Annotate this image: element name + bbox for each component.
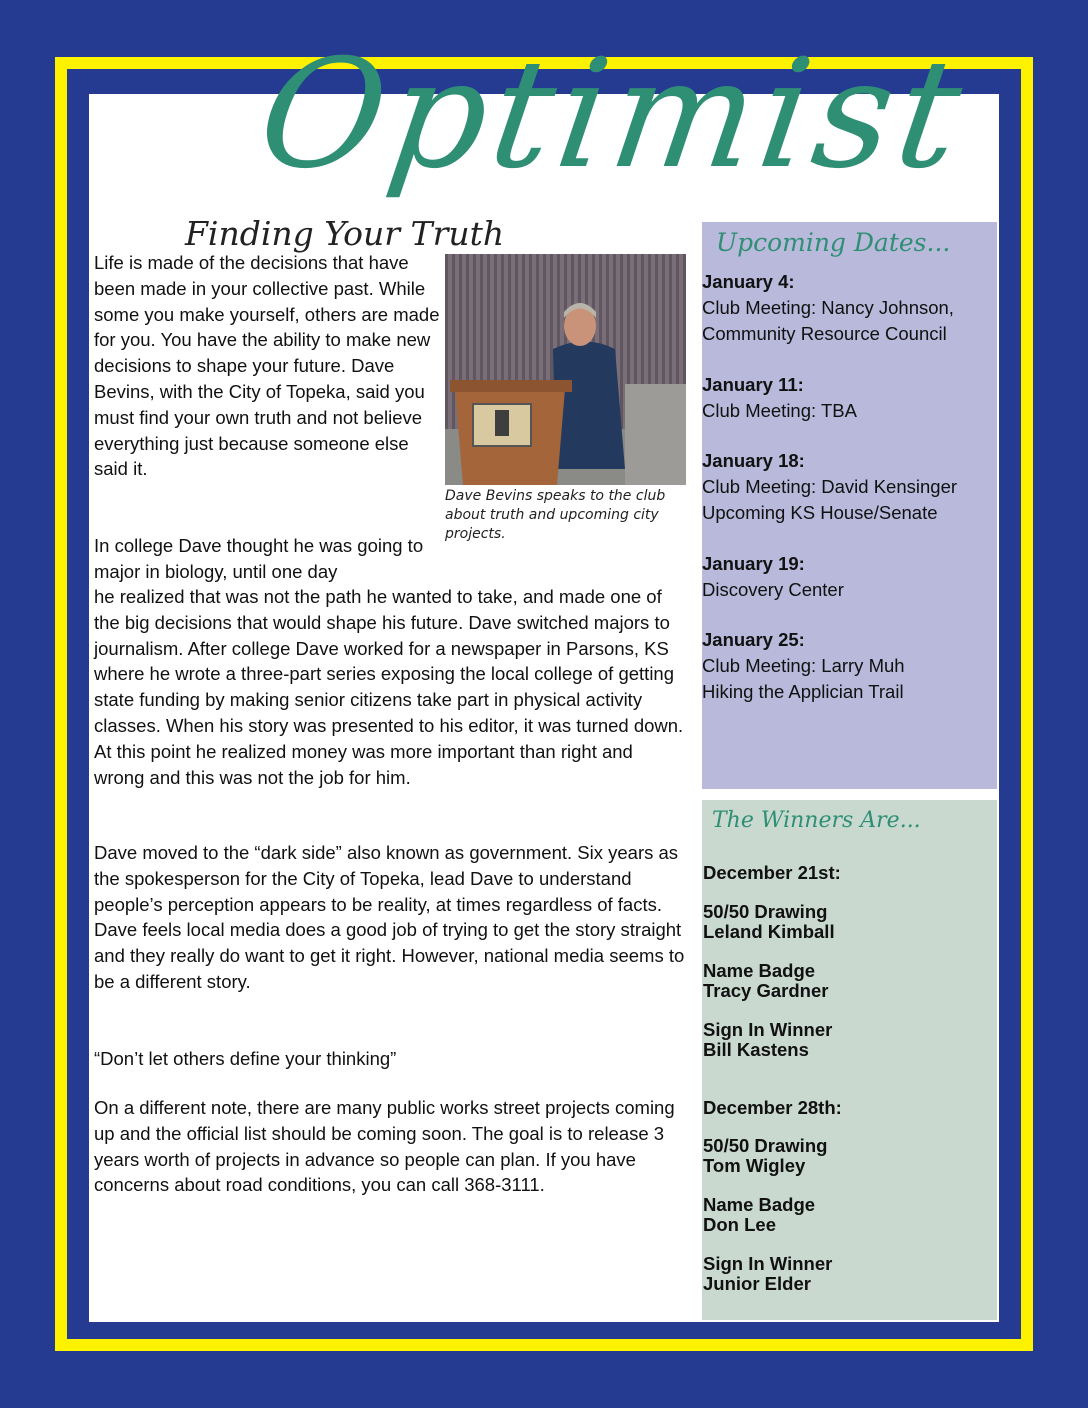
winner-category: 50/50 Drawing xyxy=(703,901,828,922)
event-item xyxy=(702,551,1002,603)
winners-date-heading: December 28th: xyxy=(703,1097,842,1118)
event-date: January 11: xyxy=(702,374,804,395)
article-paragraph-1: Life is made of the decisions that have been made in your collective past. While some you make yourself, others are made for you. You have the ability to make new decisions to shape your future. Dave Bevins, with the City of Topeka, said you must find your own truth and not believe everything just because someone else said it. xyxy=(94,252,440,480)
winner-entry xyxy=(703,1254,832,1293)
article-paragraph-4: On a different note, there are many public works street projects coming up and the official list should be coming soon. The goal is to release 3 years worth of projects in advance so people can plan. If you have concerns about road conditions, you can call 368-3111. xyxy=(94,1097,675,1196)
winner-name: Junior Elder xyxy=(703,1272,811,1294)
event-detail: Club Meeting: Nancy Johnson, xyxy=(702,296,954,318)
upcoming-dates-title: Upcoming Dates... xyxy=(716,228,951,257)
winners-title: The Winners Are... xyxy=(712,808,921,833)
article-paragraph-2-start: In college Dave thought he was going to major in biology, until one day xyxy=(94,535,424,582)
masthead-title: Optimist xyxy=(249,28,977,202)
event-detail: Discovery Center xyxy=(702,578,844,600)
event-date: January 19: xyxy=(702,553,805,574)
article-quote: “Don’t let others define your thinking” xyxy=(94,1048,397,1069)
winner-category: Name Badge xyxy=(703,1194,816,1215)
winners-date-heading: December 21st: xyxy=(703,862,841,883)
winner-category: Sign In Winner xyxy=(703,1019,833,1040)
winner-entry xyxy=(703,1195,815,1234)
winner-entry xyxy=(703,1020,832,1059)
event-item xyxy=(702,372,1002,424)
article-paragraph-3: Dave moved to the “dark side” also known as government. Six years as the spokesperson for the City of Topeka, lead Dave to understand people’s perception appears to be reality, at times regardless of facts. Dave feels local media does a good job of trying to get the story straight and they really do want to get it right. However, national media seems to be a different story. xyxy=(94,842,685,992)
winner-name: Tracy Gardner xyxy=(703,979,829,1001)
article-headline: Finding Your Truth xyxy=(185,214,505,253)
winner-name: Tom Wigley xyxy=(703,1154,806,1176)
article-paragraph-2-end: he realized that was not the path he wanted to take, and made one of the big decisions that would shape his future. Dave switched majors to journalism. After college Dave worked for a newspaper in Parsons, KS where he wrote a three-part series exposing the local college of getting state funding by making senior citizens take part in physical activity classes. When his story was presented to his editor, it was turned down. At this point he realized money was more important than right and wrong and this was not the job for him. xyxy=(94,586,684,788)
event-date: January 4: xyxy=(702,271,795,292)
winner-category: Name Badge xyxy=(703,960,816,981)
event-date: January 25: xyxy=(702,629,805,650)
event-detail: Upcoming KS House/Senate xyxy=(702,501,938,523)
winner-name: Leland Kimball xyxy=(703,920,835,942)
event-date: January 18: xyxy=(702,450,805,471)
event-detail: Club Meeting: David Kensinger xyxy=(702,475,958,497)
winner-entry xyxy=(703,902,835,941)
event-item xyxy=(702,448,1002,525)
event-item xyxy=(702,627,1002,704)
winner-category: 50/50 Drawing xyxy=(703,1135,828,1156)
speaker-photo-illustration xyxy=(445,254,686,485)
winner-entry xyxy=(703,961,828,1000)
winner-entry xyxy=(703,1136,827,1175)
event-detail: Hiking the Applician Trail xyxy=(702,680,904,702)
speaker-photo xyxy=(445,254,686,485)
winner-category: Sign In Winner xyxy=(703,1253,833,1274)
event-detail: Community Resource Council xyxy=(702,322,947,344)
winner-name: Don Lee xyxy=(703,1213,776,1235)
photo-caption: Dave Bevins speaks to the club about truth and upcoming city projects. xyxy=(445,488,666,542)
event-detail: Club Meeting: Larry Muh xyxy=(702,654,905,676)
winner-name: Bill Kastens xyxy=(703,1038,809,1060)
event-item xyxy=(702,269,1002,346)
event-detail: Club Meeting: TBA xyxy=(702,399,857,421)
